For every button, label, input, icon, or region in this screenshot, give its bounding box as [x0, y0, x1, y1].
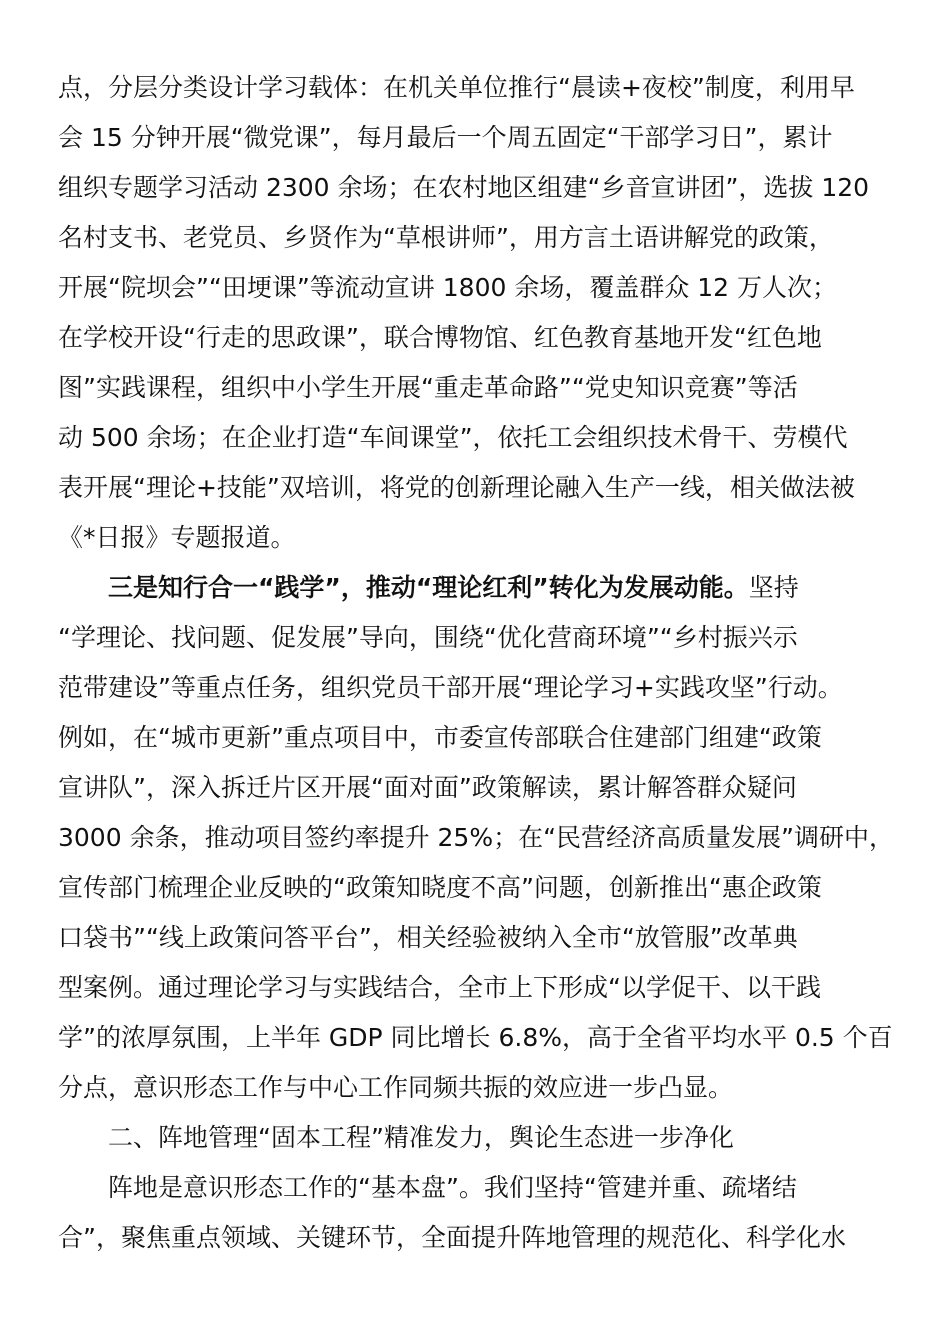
paragraph-line: 表开展“理论+技能”双培训，将党的创新理论融入生产一线，相关做法被 [58, 473, 855, 502]
paragraph-line: 宣传部门梳理企业反映的“政策知晓度不高”问题，创新推出“惠企政策 [58, 873, 822, 902]
paragraph-line: 动 500 余场；在企业打造“车间课堂”，依托工会组织技术骨干、劳模代 [58, 423, 848, 452]
section-three-heading: 三是知行合一“践学”，推动“理论红利”转化为发展动能。 [108, 573, 749, 602]
paragraph-line: 分点，意识形态工作与中心工作同频共振的效应进一步凸显。 [58, 1073, 734, 1102]
paragraph-line: 学”的浓厚氛围，上半年 GDP 同比增长 6.8%，高于全省平均水平 0.5 个百 [58, 1023, 893, 1052]
paragraph-line: 点，分层分类设计学习载体：在机关单位推行“晨读+夜校”制度，利用早 [58, 73, 855, 102]
paragraph-line: 开展“院坝会”“田埂课”等流动宣讲 1800 余场，覆盖群众 12 万人次； [58, 273, 838, 302]
section-three-text: 坚持 [748, 573, 799, 602]
paragraph-line: 图”实践课程，组织中小学生开展“重走革命路”“党史知识竞赛”等活 [58, 373, 798, 402]
paragraph-line: “学理论、找问题、促发展”导向，围绕“优化营商环境”“乡村振兴示 [58, 623, 798, 652]
paragraph-line: 名村支书、老党员、乡贤作为“草根讲师”，用方言土语讲解党的政策， [58, 223, 834, 252]
paragraph-line: 3000 余条，推动项目签约率提升 25%；在“民营经济高质量发展”调研中， [58, 823, 894, 852]
section-three-first-line [108, 568, 799, 608]
paragraph-line: 型案例。通过理论学习与实践结合，全市上下形成“以学促干、以干践 [58, 973, 821, 1002]
paragraph-line: 合”，聚焦重点领域、关键环节，全面提升阵地管理的规范化、科学化水 [58, 1223, 846, 1252]
paragraph-line: 组织专题学习活动 2300 余场；在农村地区组建“乡音宣讲团”，选拔 120 [58, 173, 870, 202]
paragraph-line: 口袋书”“线上政策问答平台”，相关经验被纳入全市“放管服”改革典 [58, 923, 798, 952]
paragraph-line: 阵地是意识形态工作的“基本盘”。我们坚持“管建并重、疏堵结 [108, 1173, 797, 1202]
paragraph-line: 在学校开设“行走的思政课”，联合博物馆、红色教育基地开发“红色地 [58, 323, 822, 352]
paragraph-line: 会 15 分钟开展“微党课”，每月最后一个周五固定“干部学习日”，累计 [58, 123, 833, 152]
paragraph-line: 范带建设”等重点任务，组织党员干部开展“理论学习+实践攻坚”行动。 [58, 673, 843, 702]
paragraph-line: 宣讲队”，深入拆迁片区开展“面对面”政策解读，累计解答群众疑问 [58, 773, 797, 802]
paragraph-line: 《*日报》专题报道。 [58, 523, 296, 552]
section-heading: 二、阵地管理“固本工程”精准发力，舆论生态进一步净化 [108, 1123, 734, 1152]
paragraph-line: 例如，在“城市更新”重点项目中，市委宣传部联合住建部门组建“政策 [58, 723, 822, 752]
